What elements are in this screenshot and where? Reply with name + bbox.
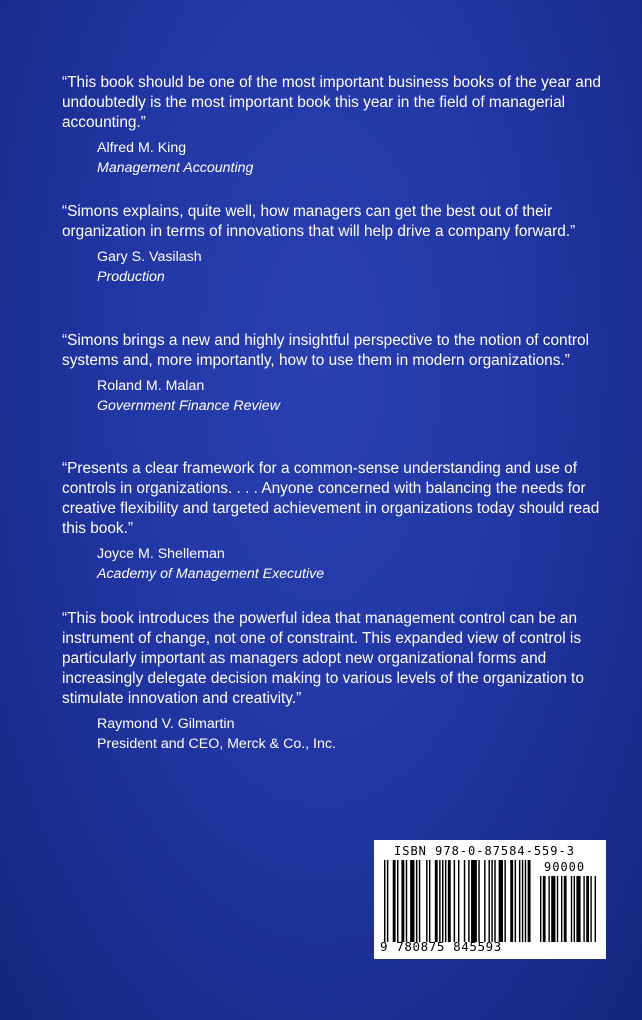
barcode-bar — [586, 876, 589, 942]
quote-attribution — [97, 545, 602, 584]
barcode-bar — [576, 876, 580, 942]
quote-text: “This book should be one of the most important business books of the year and undoubtedly is the most important book this year in the field of managerial accounting.” — [62, 74, 601, 131]
barcode-bar — [519, 860, 520, 942]
barcode-bar — [435, 860, 438, 942]
barcode-bar — [491, 860, 492, 942]
barcode-bar — [384, 860, 385, 942]
barcode-bar — [387, 860, 388, 942]
barcode-bar — [561, 876, 562, 942]
barcode-bar — [595, 876, 596, 942]
quote-attribution — [97, 248, 602, 287]
ean-digits: 9 780875 845593 — [380, 939, 502, 954]
quote-author: Alfred M. King — [97, 140, 187, 156]
barcode-bar — [590, 876, 591, 942]
barcode-bar — [557, 876, 558, 942]
review-quote-1 — [62, 73, 602, 178]
barcode-bar — [504, 860, 505, 942]
quote-text: “This book introduces the powerful idea that management control can be an instrument of change, not one of constraint. This expanded view of control is particularly important as managers adopt new organizational forms and increasingly delegate decision making to various levels of the organization to stimulate innovation and creativity.” — [62, 610, 584, 707]
quote-attribution — [97, 715, 602, 754]
quote-attribution — [97, 139, 602, 178]
quote-author: Roland M. Malan — [97, 378, 205, 394]
review-quote-2 — [62, 202, 602, 287]
barcode-bar — [583, 876, 584, 942]
barcode-bars-main — [384, 860, 532, 942]
review-quote-3 — [62, 331, 602, 416]
isbn-label: ISBN 978-0-87584-559-3 — [394, 844, 575, 858]
barcode-bar — [564, 876, 567, 942]
barcode-bar — [401, 860, 404, 942]
barcode-bar — [522, 860, 523, 942]
quote-author: Gary S. Vasilash — [97, 249, 202, 265]
barcode-bar — [397, 860, 398, 942]
barcode-bar — [574, 876, 575, 942]
barcode-bar — [445, 860, 446, 942]
review-quote-4 — [62, 459, 602, 584]
barcode-bar — [442, 860, 443, 942]
barcode-bar — [484, 860, 485, 942]
barcode-bar — [571, 876, 572, 942]
barcode-bar — [540, 876, 541, 942]
barcode-bar — [393, 860, 396, 942]
barcode-bar — [494, 860, 495, 942]
quote-source: Academy of Management Executive — [97, 565, 325, 582]
barcode-bar — [429, 860, 430, 942]
quote-author: Raymond V. Gilmartin — [97, 716, 235, 732]
barcode-bar — [478, 860, 479, 942]
quote-text: “Presents a clear framework for a common-sense understanding and use of controls in organizations. . . . Anyone concerned with balancing the needs for creative flexibility and targeted achievement in organizations today should read this book.” — [62, 460, 600, 537]
barcode-bar — [419, 860, 420, 942]
barcode-bar — [426, 860, 427, 942]
quote-text: “Simons explains, quite well, how managers can get the best out of their organization in terms of innovations that will help drive a company forward.” — [62, 203, 576, 240]
barcode-bar — [499, 860, 503, 942]
barcode-bar — [410, 860, 414, 942]
quote-author: Joyce M. Shelleman — [97, 546, 225, 562]
barcode-bar — [454, 860, 455, 942]
barcode-bar — [543, 876, 546, 942]
quote-source: Government Finance Review — [97, 397, 280, 414]
barcode-bar — [548, 876, 549, 942]
isbn-barcode — [374, 840, 606, 959]
barcode-bar — [416, 860, 417, 942]
quote-attribution — [97, 377, 602, 416]
barcode-bar — [464, 860, 465, 942]
barcode-bar — [510, 860, 513, 942]
barcode-bar — [448, 860, 451, 942]
quote-source: Management Accounting — [97, 159, 254, 176]
barcode-addon-digits: 90000 — [544, 860, 586, 874]
barcode-bars-addon — [540, 876, 596, 942]
barcode-bar — [439, 860, 440, 942]
quote-source: Production — [97, 268, 165, 285]
barcode-bar — [515, 860, 516, 942]
barcode-bar — [458, 860, 459, 942]
barcode-bar — [471, 860, 477, 942]
quote-text: “Simons brings a new and highly insightful perspective to the notion of control systems and, more importantly, how to use them in modern organizations.” — [62, 332, 590, 369]
barcode-bar — [406, 860, 407, 942]
barcode-bar — [488, 860, 489, 942]
quote-source: President and CEO, Merck & Co., Inc. — [97, 735, 336, 752]
review-quote-5 — [62, 609, 602, 754]
barcode-bar — [525, 860, 526, 942]
barcode-bar — [528, 860, 531, 942]
barcode-bar — [551, 876, 555, 942]
barcode-bar — [468, 860, 469, 942]
